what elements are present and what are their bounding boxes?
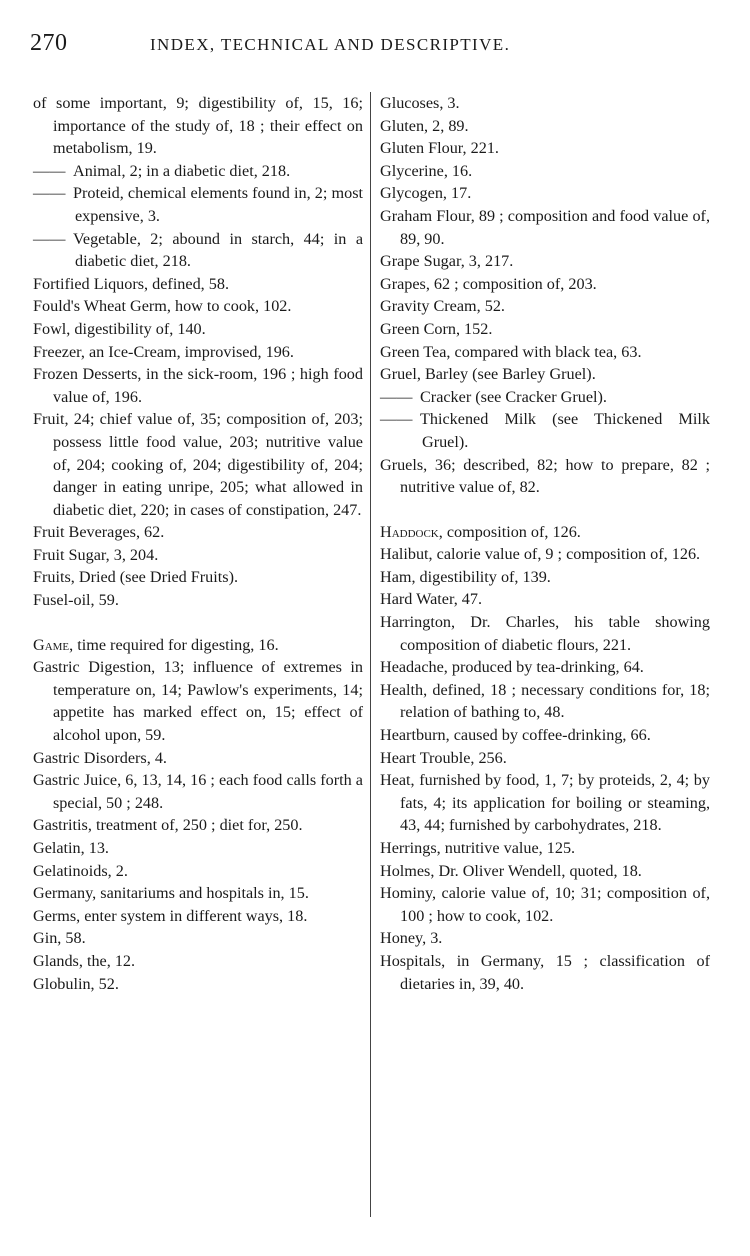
subentry-dash: ——	[380, 410, 413, 429]
index-entry-continued: of some important, 9; digestibility of, 15, 16; importance of the study of, 18 ; their effect on metabolism, 19.	[33, 94, 363, 158]
index-entry: Gelatin, 13.	[33, 839, 109, 857]
index-column-right	[380, 92, 710, 995]
index-entry: Germs, enter system in different ways, 18.	[33, 906, 308, 925]
index-entry-letter-start	[380, 521, 710, 544]
index-entry: Headache, produced by tea-drinking, 64.	[380, 658, 644, 677]
index-entry: Harrington, Dr. Charles, his table showing composition of diabetic flours, 221.	[380, 613, 710, 654]
index-entry: Fruits, Dried (see Dried Fruits).	[33, 568, 239, 587]
index-entry: Honey, 3.	[380, 929, 443, 948]
index-entry: Halibut, calorie value of, 9 ; composition of, 126.	[380, 545, 701, 564]
index-entry: Gastric Disorders, 4.	[33, 748, 167, 767]
entry-lead-word: Haddock	[380, 522, 439, 541]
subentry-dash: ——	[380, 387, 413, 406]
index-entry: Green Corn, 152.	[380, 319, 493, 338]
index-entry: Glucoses, 3.	[380, 94, 460, 112]
index-column-left	[33, 92, 363, 995]
index-entry: Graham Flour, 89 ; composition and food value of, 89, 90.	[380, 206, 710, 248]
index-subentry	[380, 386, 710, 409]
column-divider	[370, 92, 371, 1217]
subentry-dash: ——	[33, 229, 66, 248]
index-entry: Fowl, digestibility of, 140.	[33, 319, 206, 338]
subentry-text: Animal, 2; in a diabetic diet, 218.	[73, 161, 291, 180]
index-entry: Gastric Digestion, 13; influence of extremes in temperature on, 14; Pawlow's experiments, 14; appetite has marked effect on, 15; effect of alcohol upon, 59.	[33, 658, 363, 745]
subentry-text: Cracker (see Cracker Gruel).	[420, 387, 607, 406]
index-entry: Gastritis, treatment of, 250 ; diet for, 250.	[33, 816, 303, 835]
index-subentry	[33, 182, 363, 227]
index-entry: Hard Water, 47.	[380, 590, 483, 609]
subentry-text: Vegetable, 2; abound in starch, 44; in a diabetic diet, 218.	[73, 229, 363, 271]
subentry-dash: ——	[33, 184, 66, 203]
index-entry: Grape Sugar, 3, 217.	[380, 252, 514, 271]
index-entry: Gin, 58.	[33, 929, 86, 948]
index-entry: Gravity Cream, 52.	[380, 297, 505, 316]
index-entry: Glycogen, 17.	[380, 184, 472, 203]
subentry-text: Proteid, chemical elements found in, 2; most expensive, 3.	[73, 184, 363, 225]
index-entry: Fould's Wheat Germ, how to cook, 102.	[33, 297, 292, 316]
index-entry: Glycerine, 16.	[380, 161, 473, 180]
index-entry: Heart Trouble, 256.	[380, 748, 507, 767]
index-entry: Grapes, 62 ; composition of, 203.	[380, 274, 597, 293]
index-entry: Herrings, nutritive value, 125.	[380, 839, 576, 857]
index-entry: Glands, the, 12.	[33, 951, 136, 970]
subentry-text: Thickened Milk (see Thickened Milk Gruel).	[420, 410, 710, 451]
entry-text: , composition of, 126.	[438, 522, 581, 541]
index-entry: Green Tea, compared with black tea, 63.	[380, 342, 642, 361]
index-entry: Fruit Sugar, 3, 204.	[33, 545, 159, 564]
index-entry: Hominy, calorie value of, 10; 31; composition of, 100 ; how to cook, 102.	[380, 884, 710, 925]
page-number: 270	[30, 30, 68, 56]
subentry-dash: ——	[33, 161, 66, 180]
index-entry: Freezer, an Ice-Cream, improvised, 196.	[33, 342, 294, 361]
index-entry: Gruels, 36; described, 82; how to prepare, 82 ; nutritive value of, 82.	[380, 455, 710, 497]
entry-text: , time required for digesting, 16.	[69, 635, 279, 654]
index-entry: Holmes, Dr. Oliver Wendell, quoted, 18.	[380, 861, 642, 880]
index-entry: Fruit, 24; chief value of, 35; composition of, 203; possess little food value, 203; nutritive value of, 204; cooking of, 204; digestibility of, 204; danger in eating unripe, 205; what allowed in diabetic diet, 220; in cases of constipation, 247.	[33, 410, 363, 519]
index-entry: Fruit Beverages, 62.	[33, 523, 165, 542]
entry-lead-word: Game	[33, 635, 70, 654]
index-entry: Ham, digestibility of, 139.	[380, 567, 551, 586]
running-title: INDEX, TECHNICAL AND DESCRIPTIVE.	[150, 35, 511, 54]
index-entry: Health, defined, 18 ; necessary conditions for, 18; relation of bathing to, 48.	[380, 680, 710, 722]
index-subentry	[33, 160, 363, 183]
index-entry: Heat, furnished by food, 1, 7; by proteids, 2, 4; by fats, 4; its application for boiling or steaming, 43, 44; furnished by carbohydrates, 218.	[380, 771, 710, 835]
index-entry: Frozen Desserts, in the sick-room, 196 ; high food value of, 196.	[33, 365, 363, 406]
index-entry: Hospitals, in Germany, 15 ; classification of dietaries in, 39, 40.	[380, 951, 710, 993]
index-entry: Gluten, 2, 89.	[380, 116, 469, 135]
index-entry: Heartburn, caused by coffee-drinking, 66.	[380, 726, 651, 745]
index-entry: Gluten Flour, 221.	[380, 139, 499, 158]
index-entry: Fortified Liquors, defined, 58.	[33, 274, 230, 293]
index-entry: Gruel, Barley (see Barley Gruel).	[380, 365, 596, 384]
index-entry: Gelatinoids, 2.	[33, 861, 128, 880]
index-subentry	[33, 228, 363, 273]
index-subentry	[380, 408, 710, 453]
index-entry-letter-start	[33, 634, 363, 657]
index-entry: Fusel-oil, 59.	[33, 591, 119, 610]
index-entry: Gastric Juice, 6, 13, 14, 16 ; each food calls forth a special, 50 ; 248.	[33, 771, 363, 812]
index-entry: Germany, sanitariums and hospitals in, 15.	[33, 884, 309, 903]
index-entry: Globulin, 52.	[33, 974, 119, 993]
